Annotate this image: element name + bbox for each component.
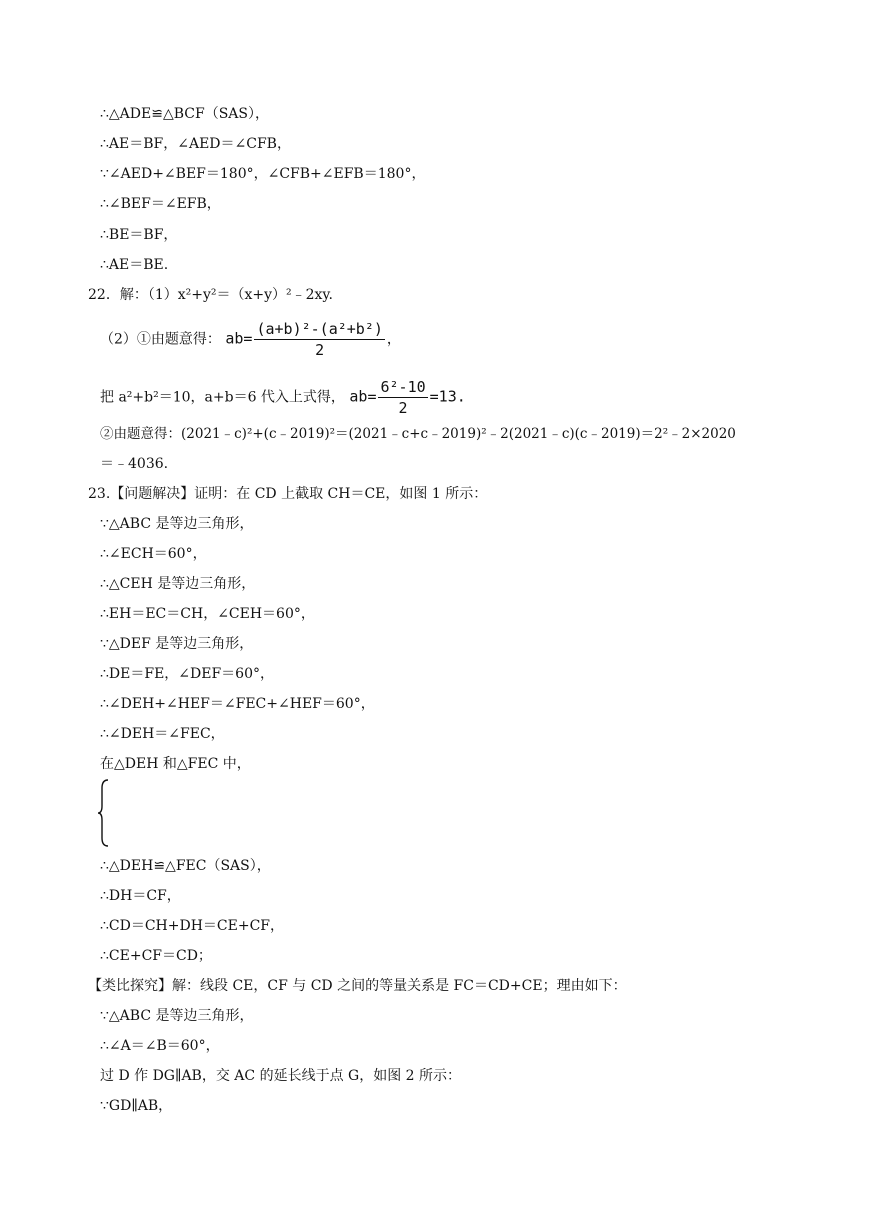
fraction-denominator: 2: [315, 341, 325, 359]
proof-line: ∴△CEH 是等边三角形，: [100, 576, 256, 592]
text-prefix: （2）①由题意得：: [100, 331, 221, 348]
text-suffix: ，: [386, 331, 401, 348]
proof-line: 在△DEH 和△FEC 中，: [100, 756, 251, 772]
proof-line: ∵△DEF 是等边三角形，: [100, 636, 254, 652]
proof-line: ＝﹣4036.: [100, 456, 169, 472]
proof-line: ∴∠DEH＝∠FEC，: [100, 726, 225, 742]
proof-line: 过 D 作 DG∥AB，交 AC 的延长线于点 G，如图 2 所示：: [100, 1068, 462, 1084]
proof-line: ∴DE＝FE，∠DEF＝60°，: [100, 666, 274, 682]
proof-line: ∴EH＝EC＝CH，∠CEH＝60°，: [100, 606, 315, 622]
text-suffix: =13.: [429, 387, 466, 406]
left-brace-icon: [98, 778, 110, 848]
formula-lhs: ab=: [349, 387, 377, 406]
proof-line: ∴CE+CF＝CD；: [100, 948, 212, 964]
proof-line: ∴∠ECH＝60°，: [100, 546, 207, 562]
proof-line: ∴∠BEF＝∠EFB，: [100, 196, 221, 212]
text-prefix: 把 a²+b²＝10，a+b＝6 代入上式得，: [100, 389, 345, 406]
proof-line: ∴△ADE≌△BCF（SAS），: [100, 106, 269, 122]
proof-line: ∵GD∥AB，: [100, 1098, 173, 1114]
proof-line: ∴AE＝BE.: [100, 257, 169, 273]
fraction-denominator: 2: [398, 399, 408, 417]
formula-lhs: ab=: [225, 329, 253, 348]
proof-line: ∴DH＝CF，: [100, 888, 181, 904]
proof-line: ∴AE＝BF，∠AED＝∠CFB，: [100, 136, 291, 152]
proof-line: ∴△DEH≌△FEC（SAS），: [100, 858, 271, 874]
fraction-numerator: (a+b)²-(a²+b²): [256, 320, 383, 338]
question-22-part1: 22．解：（1）x²+y²＝（x+y）²﹣2xy.: [88, 287, 333, 303]
proof-line: ∵△ABC 是等边三角形，: [100, 1008, 254, 1024]
brace-system: [98, 778, 238, 848]
fraction: [378, 378, 427, 417]
question-23-heading: 23.【问题解决】证明：在 CD 上截取 CH＝CE，如图 1 所示：: [88, 486, 488, 502]
substitution-line: [100, 378, 466, 417]
question-22-part2-line: [100, 320, 401, 359]
fraction-numerator: 6²-10: [380, 378, 426, 396]
proof-line: ∴BE＝BF，: [100, 227, 178, 243]
proof-line: ∴∠A＝∠B＝60°，: [100, 1038, 220, 1054]
proof-line: ∵△ABC 是等边三角形，: [100, 516, 254, 532]
proof-line: ∴∠DEH+∠HEF＝∠FEC+∠HEF＝60°，: [100, 696, 375, 712]
fraction: [254, 320, 384, 359]
analogy-heading: 【类比探究】解：线段 CE，CF 与 CD 之间的等量关系是 FC＝CD+CE；理由如下：: [88, 978, 627, 994]
proof-line: ∴CD＝CH+DH＝CE+CF，: [100, 918, 285, 934]
proof-line: ∵∠AED+∠BEF＝180°，∠CFB+∠EFB＝180°，: [100, 166, 426, 182]
proof-line: ②由题意得：(2021﹣c)²+(c﹣2019)²＝(2021﹣c+c﹣2019)²﹣2(2021﹣c)(c﹣2019)＝2²﹣2×2020: [100, 426, 736, 442]
